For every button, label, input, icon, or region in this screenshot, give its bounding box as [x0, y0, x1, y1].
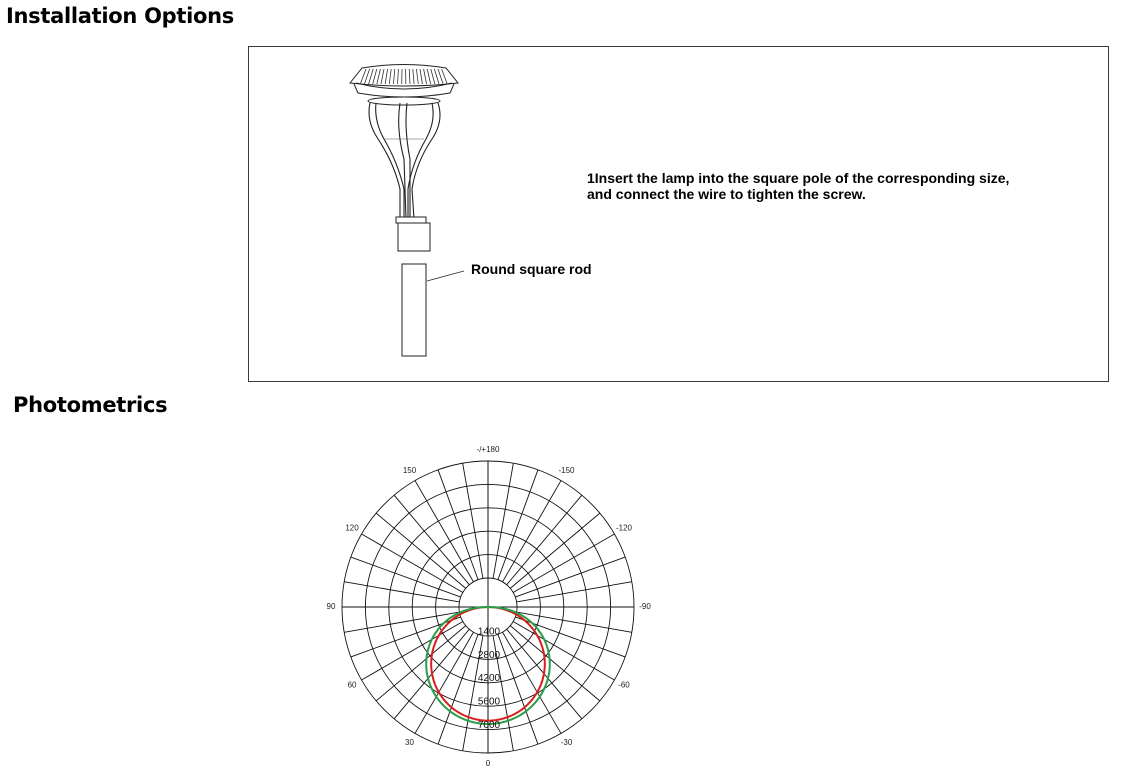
polar-angle-label: -120 [615, 523, 632, 533]
lamp-connector [396, 217, 426, 223]
polar-spoke [376, 626, 466, 701]
polar-spoke [507, 495, 582, 585]
polar-spoke [510, 626, 600, 701]
polar-angle-label: 90 [326, 602, 336, 612]
polar-ring-label: 7000 [477, 720, 501, 731]
polar-spoke [376, 513, 466, 588]
photometrics-title: Photometrics [13, 393, 168, 417]
polar-angle-label: -30 [560, 738, 573, 748]
photometric-polar-chart [300, 440, 680, 775]
polar-spoke [438, 470, 478, 580]
polar-angle-label: -60 [618, 680, 630, 690]
polar-angle-label: -/+180 [476, 445, 500, 455]
lamp-illustration [344, 59, 464, 359]
polar-angle-label: -90 [639, 602, 651, 612]
polar-spoke [510, 513, 600, 588]
polar-spoke [351, 557, 461, 597]
installation-instruction-text: 1Insert the lamp into the square pole of the corresponding size, and connect the wire to tighten the screw. [587, 170, 1010, 202]
lamp-arms [369, 103, 440, 219]
polar-ring-label: 5600 [477, 696, 501, 708]
polar-ring-label: 4200 [477, 673, 501, 685]
polar-spoke [498, 634, 538, 744]
polar-angle-label: 150 [402, 466, 417, 476]
square-rod [402, 264, 426, 356]
polar-spoke [498, 470, 538, 580]
polar-spoke [515, 557, 625, 597]
polar-ring-label: 2800 [477, 649, 501, 661]
polar-ring-label: 1400 [477, 626, 501, 638]
polar-spoke [463, 463, 483, 578]
polar-ring-labels [478, 626, 501, 731]
polar-angle-label: 120 [345, 523, 359, 533]
lamp-head [350, 65, 458, 106]
rod-label: Round square rod [471, 261, 592, 277]
polar-spoke [394, 495, 469, 585]
polar-spoke [344, 582, 459, 602]
installation-diagram-box [248, 46, 1109, 382]
polar-angle-label: -150 [558, 466, 575, 476]
polar-spoke [493, 463, 513, 578]
polar-angle-label: 60 [347, 680, 357, 690]
installation-options-title: Installation Options [6, 4, 234, 28]
polar-spoke [438, 634, 478, 744]
rod-leader-line [427, 271, 464, 281]
lamp-sleeve [398, 223, 430, 251]
polar-spoke [517, 582, 632, 602]
polar-angle-label: 0 [485, 759, 491, 769]
polar-angle-label: 30 [405, 738, 414, 748]
